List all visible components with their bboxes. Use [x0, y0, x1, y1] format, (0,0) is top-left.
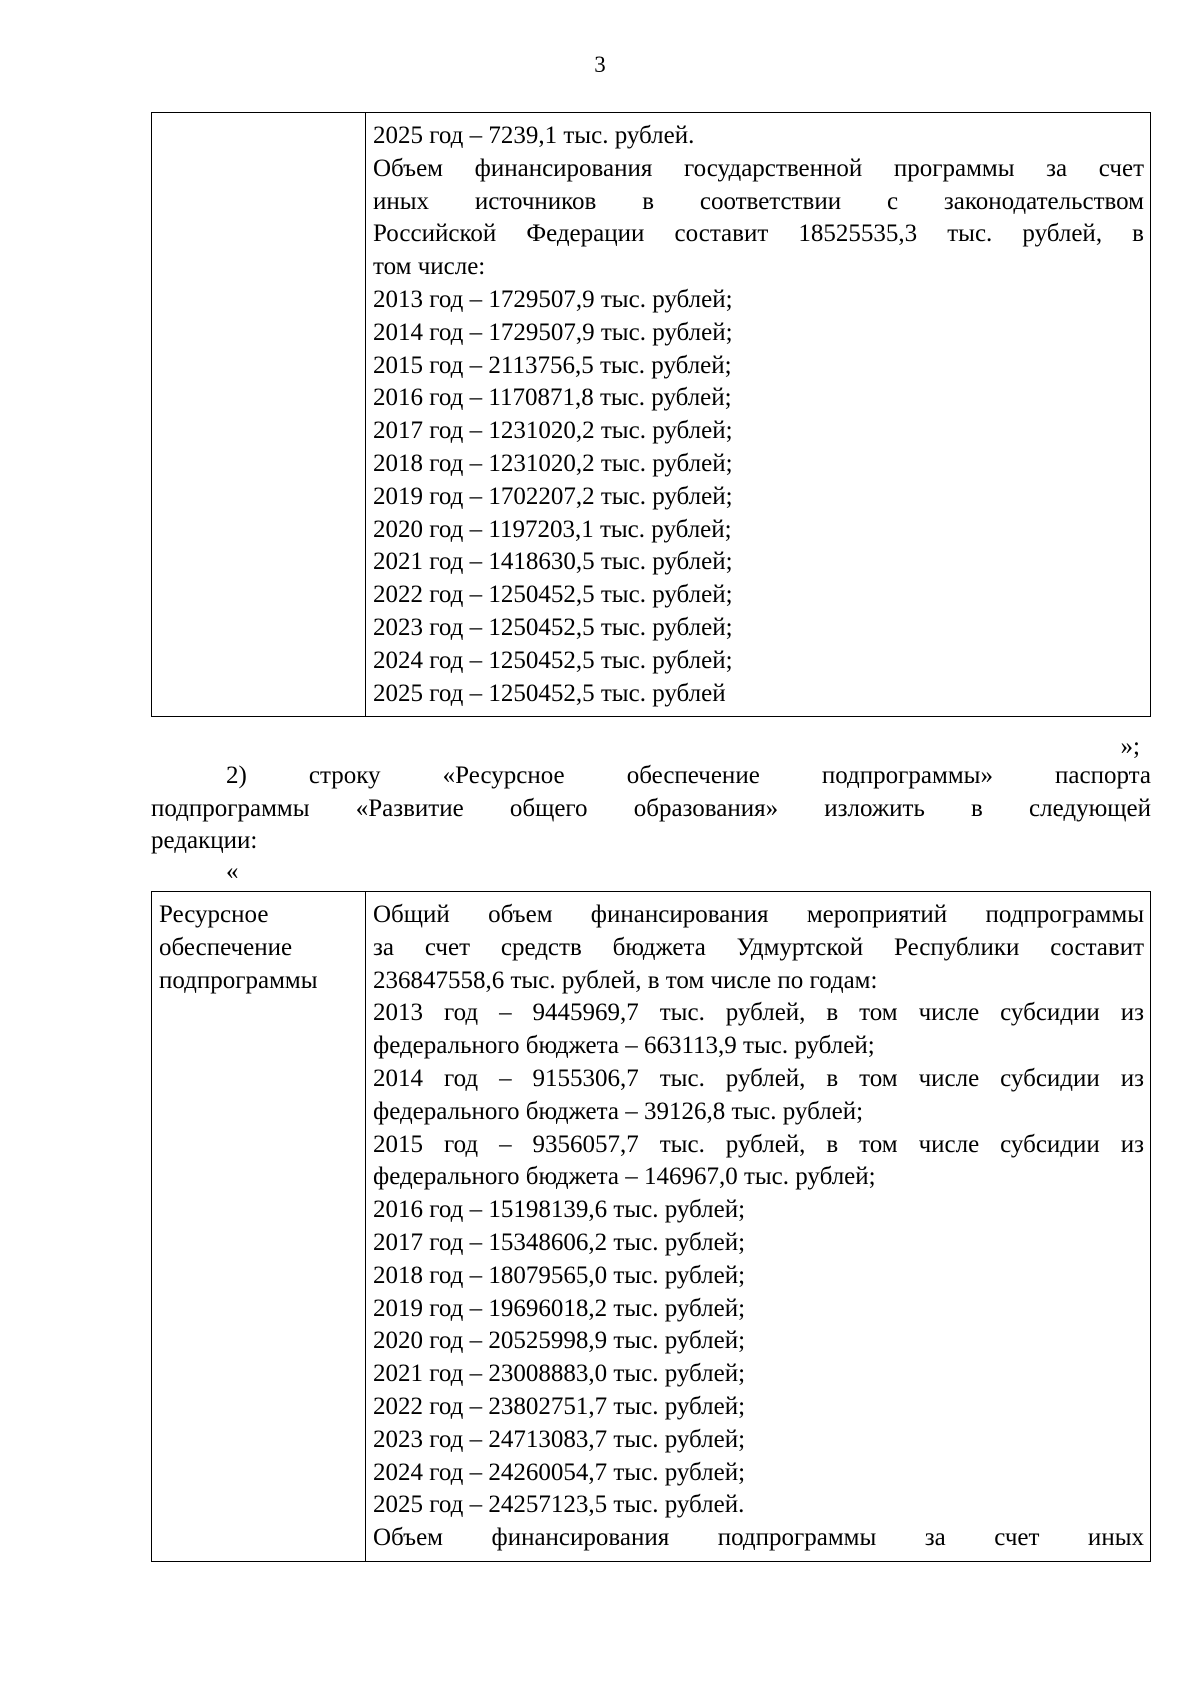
text-line: 2015 год – 2113756,5 тыс. рублей; — [373, 351, 732, 379]
text-line: 2024 год – 24260054,7 тыс. рублей; — [373, 1458, 746, 1486]
text-line: федерального бюджета – 146967,0 тыс. рублей; — [373, 1163, 876, 1191]
text-line: 2023 год – 1250452,5 тыс. рублей; — [373, 613, 733, 641]
paragraph-line: подпрограммы «Развитие общего образования» изложить в следующей — [151, 794, 1151, 822]
text-line: 2024 год – 1250452,5 тыс. рублей; — [373, 646, 733, 674]
text-line: Объем финансирования государственной программы за счет — [373, 154, 1144, 182]
paragraph-line: 2) строку «Ресурсное обеспечение подпрограммы» паспорта — [226, 762, 1151, 789]
text-line: 2022 год – 1250452,5 тыс. рублей; — [373, 581, 733, 609]
text-line: 2015 год – 9356057,7 тыс. рублей, в том числе субсидии из — [373, 1130, 1144, 1158]
funding-table-continued — [151, 112, 1151, 717]
text-line: 2021 год – 1418630,5 тыс. рублей; — [373, 548, 733, 576]
page-number: 3 — [594, 52, 606, 77]
text-line: 2022 год – 23802751,7 тыс. рублей; — [373, 1392, 746, 1420]
row-label-line: Ресурсное — [159, 901, 269, 928]
text-line: федерального бюджета – 39126,8 тыс. рублей; — [373, 1097, 864, 1125]
text-line: 2019 год – 19696018,2 тыс. рублей; — [373, 1294, 746, 1322]
text-line: 236847558,6 тыс. рублей, в том числе по годам: — [373, 966, 878, 994]
text-line: 2020 год – 1197203,1 тыс. рублей; — [373, 515, 732, 543]
text-line: 2018 год – 18079565,0 тыс. рублей; — [373, 1261, 746, 1289]
text-line: 2017 год – 15348606,2 тыс. рублей; — [373, 1228, 746, 1256]
text-line: 2013 год – 9445969,7 тыс. рублей, в том числе субсидии из — [373, 999, 1144, 1027]
text-line: федерального бюджета – 663113,9 тыс. рублей; — [373, 1032, 875, 1060]
text-line: 2025 год – 1250452,5 тыс. рублей — [373, 679, 726, 707]
text-line: иных источников в соответствии с законодательством — [373, 187, 1144, 215]
table1-right-cell — [366, 113, 1151, 717]
text-line: 2014 год – 1729507,9 тыс. рублей; — [373, 318, 733, 346]
text-line: Российской Федерации составит 18525535,3 тыс. рублей, в — [373, 220, 1144, 248]
text-line: том числе: — [373, 253, 486, 281]
text-line: 2019 год – 1702207,2 тыс. рублей; — [373, 482, 733, 510]
table2-left-cell — [152, 892, 366, 1562]
row-label-line: подпрограммы — [159, 966, 318, 994]
text-line: 2016 год – 1170871,8 тыс. рублей; — [373, 384, 732, 412]
text-line: 2020 год – 20525998,9 тыс. рублей; — [373, 1327, 746, 1355]
text-line: 2018 год – 1231020,2 тыс. рублей; — [373, 449, 733, 477]
text-line: Общий объем финансирования мероприятий подпрограммы — [373, 901, 1144, 928]
paragraph-line: редакции: — [151, 827, 258, 854]
text-line: 2025 год – 24257123,5 тыс. рублей. — [373, 1491, 745, 1519]
row-label-line: обеспечение — [159, 933, 293, 961]
text-line: 2017 год – 1231020,2 тыс. рублей; — [373, 417, 733, 445]
resource-support-table — [151, 891, 1151, 1562]
text-line: 2014 год – 9155306,7 тыс. рублей, в том числе субсидии из — [373, 1064, 1144, 1092]
text-line: за счет средств бюджета Удмуртской Республики составит — [373, 933, 1144, 961]
table2-right-cell — [366, 892, 1151, 1562]
amendment-paragraph — [151, 760, 1151, 858]
text-line: Объем финансирования подпрограммы за счет иных — [373, 1524, 1144, 1552]
opening-quote: « — [226, 858, 239, 885]
closing-quote: »; — [1120, 733, 1140, 760]
table1-left-cell — [152, 113, 366, 717]
text-line: 2016 год – 15198139,6 тыс. рублей; — [373, 1196, 746, 1224]
text-line: 2023 год – 24713083,7 тыс. рублей; — [373, 1425, 746, 1453]
text-line: 2013 год – 1729507,9 тыс. рублей; — [373, 285, 733, 313]
text-line: 2025 год – 7239,1 тыс. рублей. — [373, 122, 695, 149]
text-line: 2021 год – 23008883,0 тыс. рублей; — [373, 1360, 746, 1388]
